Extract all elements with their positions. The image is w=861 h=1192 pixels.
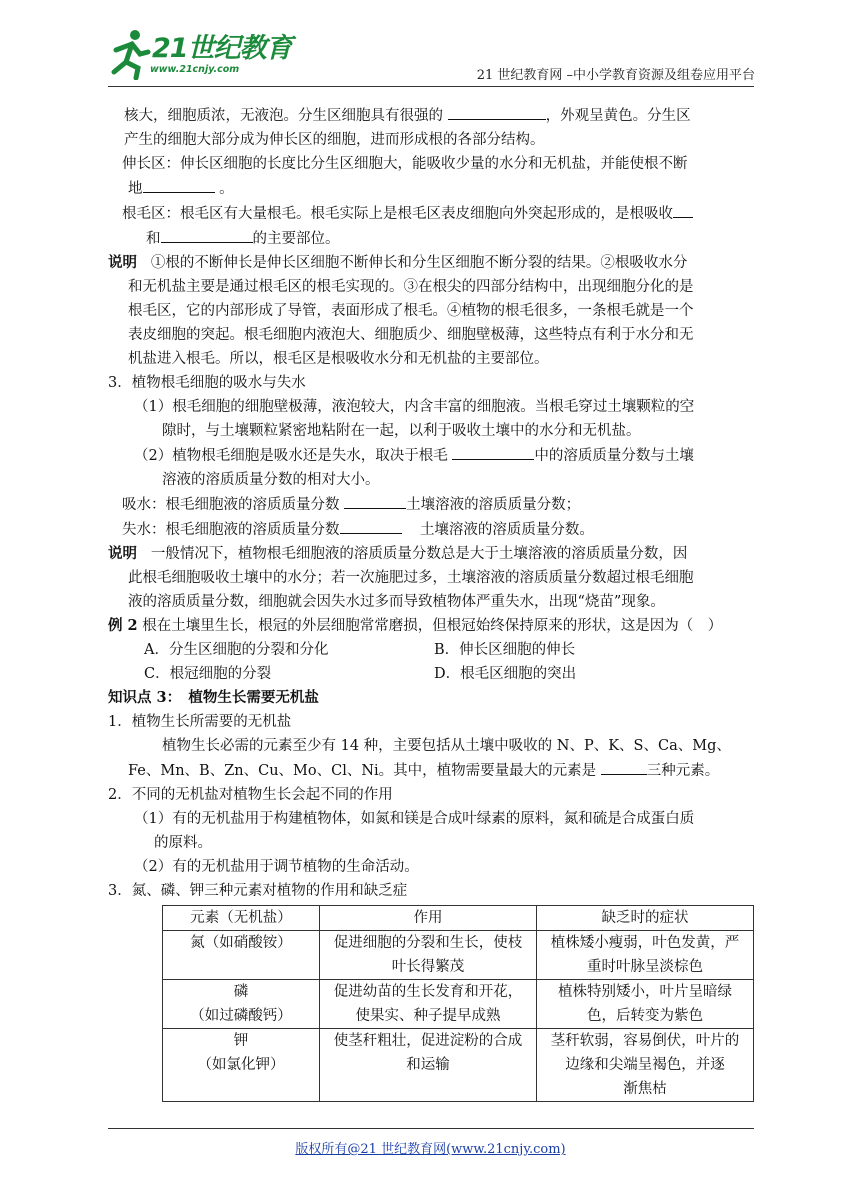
cell-text: 氮（如硝酸铵） xyxy=(190,935,292,951)
text: （2）植物根毛细胞是吸水还是失水，取决于根毛 xyxy=(134,448,448,464)
section-title: 2．不同的无机盐对植物生长会起不同的作用 xyxy=(108,787,393,803)
example-question xyxy=(108,614,758,638)
text: 一般情况下，植物根毛细胞液的溶质质量分数总是大于土壤溶液的溶质质量分数，因 xyxy=(150,546,688,562)
cell-text: 促进幼苗的生长发育和开花， xyxy=(333,984,523,1000)
text: 土壤溶液的溶质质量分数； xyxy=(406,497,581,513)
text-line xyxy=(108,103,758,128)
table-cell xyxy=(537,980,754,1029)
option-d: D．根毛区细胞的突出 xyxy=(434,666,577,682)
note-line: 此根毛细胞吸收土壤中的水分；若一次施肥过多，土壤溶液的溶质质量分数超过根毛细胞 xyxy=(128,570,694,586)
cell-text: 叶长得繁茂 xyxy=(391,959,465,975)
section-title: 3．植物根毛细胞的吸水与失水 xyxy=(108,375,306,391)
table-row xyxy=(163,980,754,1029)
text-line xyxy=(108,226,758,251)
table-cell xyxy=(320,931,537,980)
cell-text: 磷 xyxy=(233,984,249,1000)
cell-text: 使果实、种子提早成熟 xyxy=(355,1008,501,1024)
note-line: 根毛区，它的内部形成了导管，表面形成了根毛。④植物的根毛很多，一条根毛就是一个 xyxy=(128,303,694,319)
example-label: 例 2 xyxy=(108,617,138,634)
note-line: 液的溶质质量分数，细胞就会因失水过多而导致植物体严重失水，出现“烧苗”现象。 xyxy=(128,594,665,610)
text-line: （1）有的无机盐用于构建植物体，如氮和镁是合成叶绿素的原料，氮和硫是合成蛋白质 xyxy=(134,811,695,827)
table-cell xyxy=(320,1029,537,1102)
section-title: 1．植物生长所需要的无机盐 xyxy=(108,714,292,730)
text-line: 的原料。 xyxy=(154,835,212,851)
knowledge-point-title: 知识点 3： 植物生长需要无机盐 xyxy=(108,689,319,706)
text: ，外观呈黄色。分生区 xyxy=(545,108,691,124)
table-row xyxy=(163,931,754,980)
text-line: 植物生长必需的元素至少有 14 种，主要包括从土壤中吸收的 N、P、K、S、Ca、Mg、 xyxy=(162,738,731,754)
text: 根毛区：根毛区有大量根毛。根毛实际上是根毛区表皮细胞向外突起形成的，是根吸收 xyxy=(122,206,673,222)
footer-divider xyxy=(108,1128,754,1129)
page-header xyxy=(0,0,861,96)
answer-blank xyxy=(344,492,406,509)
table-cell xyxy=(163,1029,320,1102)
text: 中的溶质质量分数与土壤 xyxy=(534,448,694,464)
text: 和 xyxy=(146,231,161,247)
note-label: 说明 xyxy=(108,545,137,562)
logo xyxy=(108,26,292,86)
question-text: 根在土壤里生长，根冠的外层细胞常常磨损，但根冠始终保持原来的形状，这是因为（ ） xyxy=(142,618,723,634)
table-header-cell: 缺乏时的症状 xyxy=(537,906,754,931)
text: 失水：根毛细胞液的溶质质量分数 xyxy=(122,522,340,538)
table-cell xyxy=(163,931,320,980)
cell-text: 钾 xyxy=(233,1033,249,1049)
cell-text: 重时叶脉呈淡棕色 xyxy=(587,959,703,975)
table-header-row xyxy=(163,906,754,931)
text: 核大，细胞质浓，无液泡。分生区细胞具有很强的 xyxy=(124,108,443,124)
answer-blank xyxy=(340,517,402,534)
header-divider xyxy=(108,86,754,87)
cell-text: （如过磷酸钙） xyxy=(190,1008,292,1024)
cell-text: 植株特别矮小，叶片呈暗绿 xyxy=(558,984,732,1000)
option-a: A．分生区细胞的分裂和分化 xyxy=(144,642,329,658)
text-line xyxy=(108,758,758,783)
text-line xyxy=(108,517,758,542)
note-line xyxy=(108,251,758,275)
text-line: 伸长区：伸长区细胞的长度比分生区细胞大，能吸收少量的水分和无机盐，并能使根不断 xyxy=(122,156,688,172)
text-line: 溶液的溶质质量分数的相对大小。 xyxy=(162,472,380,488)
answer-blank xyxy=(143,176,215,193)
options-row xyxy=(108,662,758,686)
answer-blank xyxy=(673,201,693,218)
text-line xyxy=(108,492,758,517)
note-line: 机盐进入根毛。所以，根毛区是根吸收水分和无机盐的主要部位。 xyxy=(128,351,549,367)
text-line xyxy=(108,176,758,201)
answer-blank xyxy=(452,443,534,460)
option-c: C．根冠细胞的分裂 xyxy=(144,666,272,682)
text-line: 隙时，与土壤颗粒紧密地粘附在一起，以利于吸收土壤中的水分和无机盐。 xyxy=(162,423,641,439)
answer-blank xyxy=(161,226,253,243)
cell-text: （如氯化钾） xyxy=(197,1057,285,1073)
elements-table xyxy=(162,905,754,1102)
note-line: 和无机盐主要是通过根毛区的根毛实现的。③在根尖的四部分结构中，出现细胞分化的是 xyxy=(128,279,694,295)
cell-text: 促进细胞的分裂和生长，使枝 xyxy=(333,935,523,951)
runner-logo-icon xyxy=(108,28,152,80)
table-row xyxy=(163,1029,754,1102)
cell-text: 色，后转变为紫色 xyxy=(587,1008,703,1024)
table-header-cell: 元素（无机盐） xyxy=(163,906,320,931)
note-label: 说明 xyxy=(108,254,137,271)
option-b: B．伸长区细胞的伸长 xyxy=(434,642,576,658)
logo-url: www.21cnjy.com xyxy=(150,64,240,75)
text: 吸水：根毛细胞液的溶质质量分数 xyxy=(122,497,340,513)
table-cell xyxy=(163,980,320,1029)
text: 土壤溶液的溶质质量分数。 xyxy=(419,522,594,538)
text: 。 xyxy=(219,181,234,197)
table-header-cell: 作用 xyxy=(320,906,537,931)
text: 三种元素。 xyxy=(646,763,720,779)
cell-text: 边缘和尖端呈褐色，并逐 xyxy=(565,1057,725,1073)
options-row xyxy=(108,638,758,662)
logo-text: 21世纪教育 xyxy=(152,33,292,64)
answer-blank xyxy=(601,758,647,775)
text-line: （1）根毛细胞的细胞壁极薄，液泡较大，内含丰富的细胞液。当根毛穿过土壤颗粒的空 xyxy=(134,399,695,415)
text-line: 产生的细胞大部分成为伸长区的细胞，进而形成根的各部分结构。 xyxy=(124,132,545,148)
table-cell xyxy=(320,980,537,1029)
header-site-title: 21 世纪教育网 –中小学教育资源及组卷应用平台 xyxy=(476,68,755,83)
table-cell xyxy=(537,1029,754,1102)
text: 地 xyxy=(128,181,143,197)
answer-blank xyxy=(448,103,546,120)
document-body xyxy=(108,103,758,1102)
cell-text: 植株矮小瘦弱，叶色发黄，严 xyxy=(550,935,740,951)
cell-text: 和运输 xyxy=(406,1057,450,1073)
text-line: （2）有的无机盐用于调节植物的生命活动。 xyxy=(134,859,419,875)
text-line xyxy=(108,443,758,468)
text: Fe、Mn、B、Zn、Cu、Mo、Cl、Ni。其中，植物需要量最大的元素是 xyxy=(128,763,597,779)
note-line: 表皮细胞的突起。根毛细胞内液泡大、细胞质少、细胞壁极薄，这些特点有利于水分和无 xyxy=(128,327,694,343)
text: ①根的不断伸长是伸长区细胞不断伸长和分生区细胞不断分裂的结果。②根吸收水分 xyxy=(150,255,688,271)
cell-text: 渐焦枯 xyxy=(623,1081,667,1097)
copyright-link[interactable]: 版权所有@21 世纪教育网(www.21cnjy.com) xyxy=(295,1142,566,1157)
note-line xyxy=(108,542,758,566)
cell-text: 茎秆软弱，容易倒伏，叶片的 xyxy=(550,1033,740,1049)
text-line xyxy=(108,201,758,226)
section-title: 3．氮、磷、钾三种元素对植物的作用和缺乏症 xyxy=(108,883,408,899)
table-cell xyxy=(537,931,754,980)
text: 的主要部位。 xyxy=(252,231,340,247)
cell-text: 使茎秆粗壮，促进淀粉的合成 xyxy=(333,1033,523,1049)
